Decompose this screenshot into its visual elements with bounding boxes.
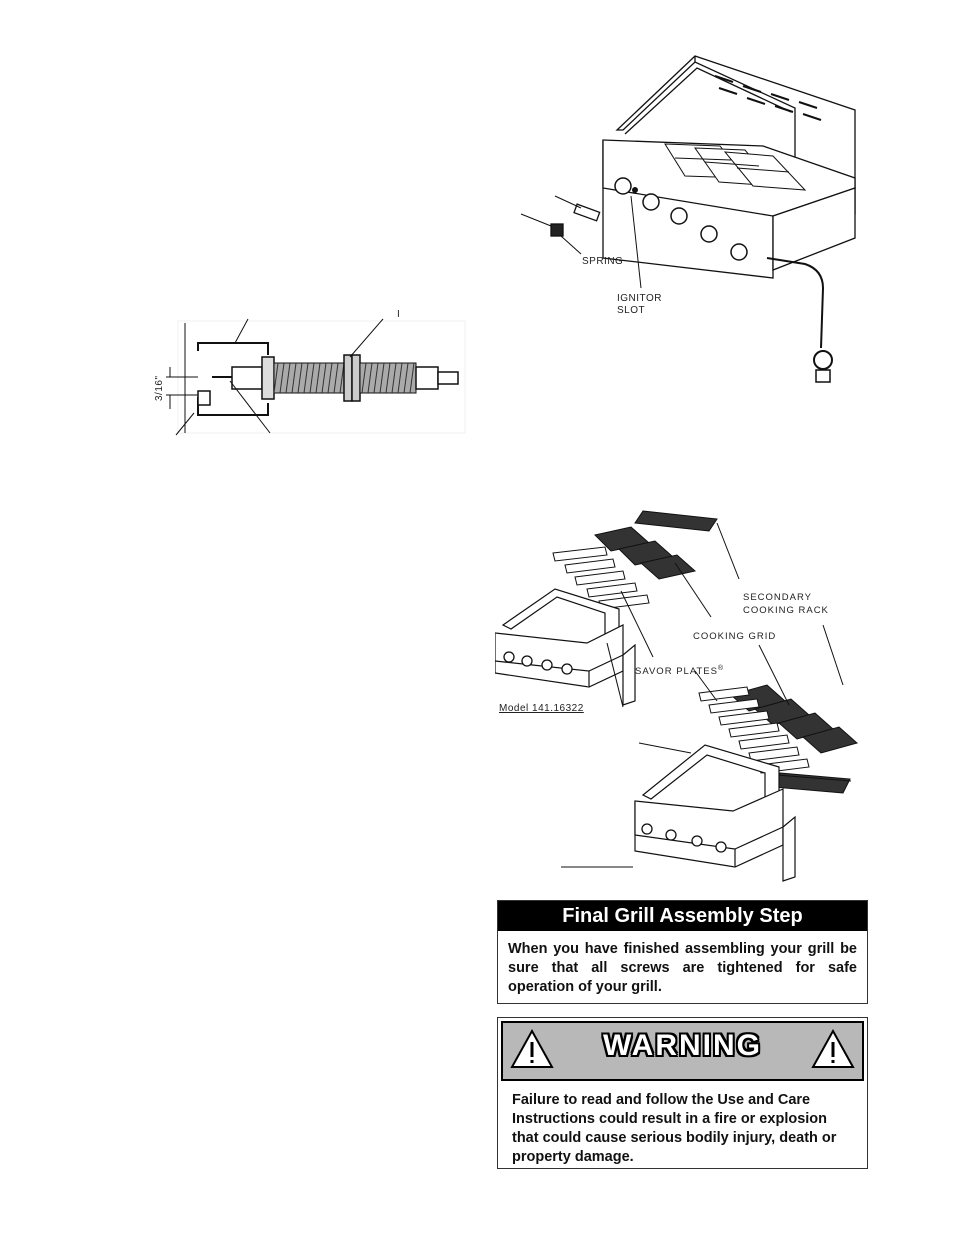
warning-header [501, 1021, 864, 1081]
grill-parts-exploded-drawing [495, 505, 870, 883]
model-label: Model 141.16322 [499, 703, 584, 714]
ignitor-detail-drawing [140, 305, 470, 440]
secondary-rack-label-line1: SECONDARY [743, 592, 813, 603]
warning-triangle-left-icon [509, 1028, 555, 1070]
secondary-rack-label-line2: COOKING RACK [743, 605, 829, 616]
warning-title: WARNING [603, 1029, 762, 1062]
warning-box [497, 1017, 868, 1169]
cooking-grid-label: COOKING GRID [693, 631, 777, 642]
warning-triangle-right-icon [810, 1028, 856, 1070]
final-assembly-step-text: When you have finished assembling your grill be sure that all screws are tightened for safe operation of your grill. [508, 941, 857, 995]
ignitor-gap-dimension: 3/16" [154, 375, 165, 401]
registered-mark: ® [717, 665, 725, 672]
ignitor-slot-label-line2: SLOT [617, 305, 646, 316]
ignitor-install-drawing [505, 48, 865, 388]
ignitor-slot-label-line1: IGNITOR [617, 293, 662, 304]
warning-text: Failure to read and follow the Use and Care Instructions could result in a fire or explosion that could cause serious bodily injury, death or property damage. [512, 1092, 837, 1165]
savor-plates-label [635, 664, 724, 677]
spring-label: SPRING [582, 256, 624, 267]
savor-plates-text: SAVOR PLATES [635, 666, 718, 677]
final-assembly-step-box [497, 900, 868, 1004]
ignitor-callout-letter: I [397, 309, 401, 320]
final-assembly-step-title: Final Grill Assembly Step [498, 901, 867, 931]
